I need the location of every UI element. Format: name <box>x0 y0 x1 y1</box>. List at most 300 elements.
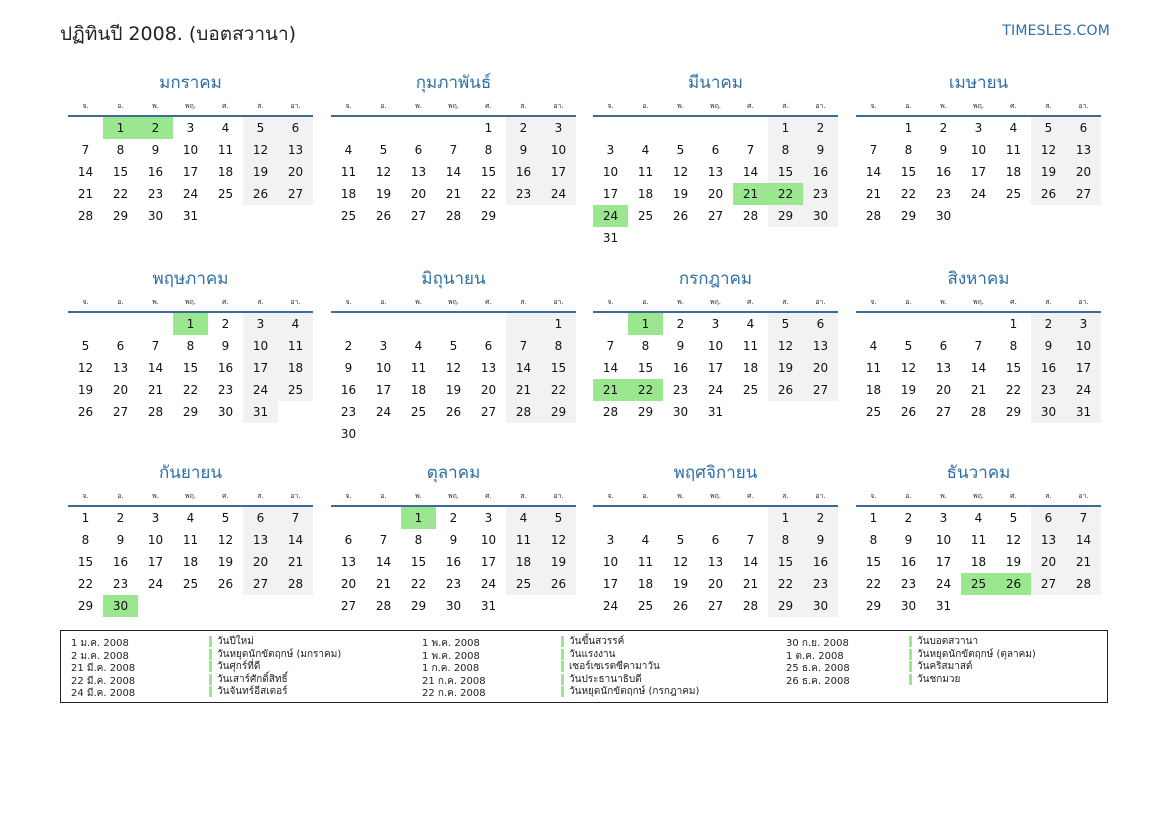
weekday-label: ส. <box>257 102 264 110</box>
holiday-name: วันหยุดนักขัตฤกษ์ (ตุลาคม) <box>909 649 1036 660</box>
holiday-date: 1 พ.ค. 2008 <box>422 650 480 662</box>
day-cell: 4 <box>221 121 230 135</box>
day-cell: 3 <box>484 511 493 525</box>
month-block <box>68 72 313 227</box>
day-cell: 7 <box>746 143 755 157</box>
day-cell: 29 <box>865 599 882 613</box>
empty-cell <box>593 507 628 529</box>
weekday-label: ส. <box>782 298 789 306</box>
month-title: มิถุนายน <box>421 269 486 289</box>
day-cell: 20 <box>480 383 497 397</box>
day-cell: 20 <box>278 161 313 183</box>
day-cell: 18 <box>637 187 654 201</box>
day-cell: 20 <box>243 551 278 573</box>
day-cell: 2 <box>803 507 838 529</box>
weekday-label: พ. <box>940 102 947 110</box>
day-cell: 7 <box>869 143 878 157</box>
month-title: กันยายน <box>158 463 222 483</box>
month-block <box>856 462 1101 617</box>
holiday-name: วันหยุดนักขัตฤกษ์ (มกราคม) <box>209 649 341 660</box>
day-cell: 5 <box>81 339 90 353</box>
day-cell: 26 <box>375 209 392 223</box>
day-cell: 8 <box>81 533 90 547</box>
day-cell: 28 <box>375 599 392 613</box>
day-cell: 17 <box>935 555 952 569</box>
day-cell: 21 <box>445 187 462 201</box>
day-grid <box>856 117 1101 227</box>
day-cell: 1 <box>904 121 913 135</box>
day-cell: 4 <box>344 143 353 157</box>
day-cell: 23 <box>506 183 541 205</box>
day-cell: 9 <box>676 339 685 353</box>
weekday-label: อา. <box>815 492 826 500</box>
day-cell: 25 <box>865 405 882 419</box>
weekday-label: ศ. <box>1010 102 1017 110</box>
weekday-label: ศ. <box>485 298 492 306</box>
day-cell: 18 <box>217 165 234 179</box>
day-cell: 16 <box>1031 357 1066 379</box>
day-cell: 6 <box>278 117 313 139</box>
day-cell: 18 <box>865 383 882 397</box>
holiday-name: วันหยุดนักขัตฤกษ์ (กรกฎาคม) <box>561 686 699 697</box>
day-cell: 12 <box>77 361 94 375</box>
day-cell: 31 <box>480 599 497 613</box>
holiday-name: เซอร์เซเรตซีคามาวัน <box>561 661 660 672</box>
day-cell: 2 <box>803 117 838 139</box>
day-cell: 18 <box>278 357 313 379</box>
empty-cell <box>628 507 663 529</box>
holiday-date: 1 ม.ค. 2008 <box>71 638 129 649</box>
day-cell: 2 <box>1031 313 1066 335</box>
weekday-label: พ. <box>677 492 684 500</box>
day-cell: 24 <box>182 187 199 201</box>
day-cell: 26 <box>1031 183 1066 205</box>
empty-cell <box>68 313 103 335</box>
weekday-label: อ. <box>905 492 912 500</box>
day-cell: 16 <box>147 165 164 179</box>
day-grid <box>593 313 838 423</box>
holiday-list <box>60 630 1108 703</box>
month-title: ธันวาคม <box>946 463 1011 483</box>
day-cell: 16 <box>217 361 234 375</box>
day-cell: 30 <box>900 599 917 613</box>
day-cell: 18 <box>182 555 199 569</box>
weekday-label: อ. <box>117 492 124 500</box>
day-cell: 19 <box>672 577 689 591</box>
day-cell: 6 <box>414 143 423 157</box>
day-cell: 30 <box>1031 401 1066 423</box>
holiday-date: 1 พ.ค. 2008 <box>422 638 480 649</box>
day-cell: 28 <box>970 405 987 419</box>
day-cell: 31 <box>1066 401 1101 423</box>
day-cell: 31 <box>707 405 724 419</box>
day-cell: 14 <box>742 555 759 569</box>
weekday-label: จ. <box>345 492 352 500</box>
day-grid <box>331 313 576 445</box>
day-cell: 15 <box>112 165 129 179</box>
day-cell: 10 <box>480 533 497 547</box>
day-cell: 9 <box>803 529 838 551</box>
day-cell: 6 <box>1031 507 1066 529</box>
weekday-label: พ. <box>677 102 684 110</box>
day-cell: 18 <box>340 187 357 201</box>
day-cell: 7 <box>81 143 90 157</box>
holiday-day-cell: 21 <box>593 379 628 401</box>
weekday-label: อา. <box>1078 492 1089 500</box>
day-cell: 30 <box>803 205 838 227</box>
day-cell: 4 <box>506 507 541 529</box>
day-cell: 23 <box>900 577 917 591</box>
day-cell: 13 <box>707 165 724 179</box>
weekday-label: ศ. <box>747 102 754 110</box>
empty-cell <box>733 507 768 529</box>
day-cell: 21 <box>375 577 392 591</box>
empty-cell <box>663 117 698 139</box>
day-cell: 16 <box>803 551 838 573</box>
day-cell: 10 <box>935 533 952 547</box>
day-cell: 17 <box>541 161 576 183</box>
weekday-label: พฤ. <box>447 492 460 500</box>
weekday-label: พฤ. <box>972 492 985 500</box>
day-cell: 1 <box>869 511 878 525</box>
day-cell: 20 <box>1031 551 1066 573</box>
day-cell: 16 <box>900 555 917 569</box>
day-cell: 25 <box>182 577 199 591</box>
day-cell: 15 <box>77 555 94 569</box>
empty-cell <box>698 507 733 529</box>
weekday-header <box>856 294 1101 313</box>
holiday-date: 1 ก.ค. 2008 <box>422 663 480 674</box>
day-cell: 6 <box>243 507 278 529</box>
weekday-label: ส. <box>782 492 789 500</box>
empty-cell <box>593 117 628 139</box>
weekday-label: อา. <box>553 492 564 500</box>
day-cell: 17 <box>182 165 199 179</box>
day-cell: 14 <box>742 165 759 179</box>
month-title: กุมภาพันธ์ <box>415 73 492 93</box>
day-cell: 15 <box>637 361 654 375</box>
day-cell: 25 <box>410 405 427 419</box>
day-cell: 14 <box>970 361 987 375</box>
day-cell: 27 <box>278 183 313 205</box>
day-cell: 7 <box>974 339 983 353</box>
day-cell: 29 <box>637 405 654 419</box>
weekday-header <box>68 488 313 507</box>
day-cell: 16 <box>672 361 689 375</box>
day-cell: 11 <box>865 361 882 375</box>
day-cell: 18 <box>506 551 541 573</box>
day-cell: 22 <box>410 577 427 591</box>
day-cell: 8 <box>641 339 650 353</box>
day-cell: 17 <box>602 577 619 591</box>
day-cell: 21 <box>970 383 987 397</box>
weekday-header <box>331 98 576 117</box>
day-cell: 25 <box>637 209 654 223</box>
weekday-label: จ. <box>345 102 352 110</box>
holiday-name: วันจันทร์อีสเตอร์ <box>209 686 288 697</box>
brand-link[interactable]: TIMESLES.COM <box>1002 23 1110 39</box>
day-cell: 29 <box>77 599 94 613</box>
weekday-label: พ. <box>677 298 684 306</box>
day-cell: 12 <box>375 165 392 179</box>
day-cell: 2 <box>344 339 353 353</box>
day-cell: 1 <box>768 117 803 139</box>
holiday-date: 21 ก.ค. 2008 <box>422 675 486 687</box>
day-cell: 12 <box>768 335 803 357</box>
day-cell: 30 <box>803 595 838 617</box>
day-cell: 26 <box>541 573 576 595</box>
day-cell: 17 <box>375 383 392 397</box>
day-cell: 24 <box>602 599 619 613</box>
empty-cell <box>366 313 401 335</box>
weekday-header <box>593 98 838 117</box>
day-cell: 3 <box>243 313 278 335</box>
day-cell: 24 <box>480 577 497 591</box>
empty-cell <box>891 313 926 335</box>
day-cell: 28 <box>742 599 759 613</box>
holiday-date: 30 ก.ย. 2008 <box>786 638 849 649</box>
day-cell: 5 <box>1031 117 1066 139</box>
weekday-label: พฤ. <box>709 492 722 500</box>
page-title: ปฏิทินปี 2008. (บอตสวานา) <box>60 23 297 45</box>
month-block <box>856 268 1101 423</box>
weekday-label: พฤ. <box>709 102 722 110</box>
day-cell: 31 <box>602 231 619 245</box>
day-cell: 3 <box>606 533 615 547</box>
weekday-label: จ. <box>607 102 614 110</box>
day-cell: 14 <box>506 357 541 379</box>
day-cell: 24 <box>375 405 392 419</box>
day-cell: 15 <box>768 161 803 183</box>
day-cell: 16 <box>445 555 462 569</box>
weekday-label: ศ. <box>1010 492 1017 500</box>
day-cell: 9 <box>1031 335 1066 357</box>
day-cell: 18 <box>742 361 759 375</box>
day-cell: 15 <box>480 165 497 179</box>
day-cell: 28 <box>147 405 164 419</box>
day-cell: 26 <box>768 379 803 401</box>
day-cell: 22 <box>182 383 199 397</box>
day-cell: 5 <box>541 507 576 529</box>
day-cell: 21 <box>278 551 313 573</box>
weekday-label: อา. <box>553 298 564 306</box>
weekday-label: พ. <box>415 298 422 306</box>
day-cell: 5 <box>676 143 685 157</box>
day-cell: 27 <box>410 209 427 223</box>
weekday-label: อา. <box>290 298 301 306</box>
day-cell: 26 <box>445 405 462 419</box>
day-cell: 7 <box>449 143 458 157</box>
day-cell: 26 <box>243 183 278 205</box>
holiday-name: วันแรงงาน <box>561 649 615 660</box>
day-cell: 28 <box>742 209 759 223</box>
weekday-label: พฤ. <box>447 298 460 306</box>
day-cell: 23 <box>112 577 129 591</box>
day-cell: 14 <box>77 165 94 179</box>
empty-cell <box>593 313 628 335</box>
day-cell: 23 <box>217 383 234 397</box>
day-cell: 14 <box>602 361 619 375</box>
weekday-label: พฤ. <box>972 298 985 306</box>
day-cell: 6 <box>803 313 838 335</box>
day-cell: 23 <box>803 183 838 205</box>
day-cell: 23 <box>147 187 164 201</box>
weekday-label: อ. <box>117 102 124 110</box>
day-cell: 27 <box>243 573 278 595</box>
day-cell: 9 <box>344 361 353 375</box>
month-title: พฤษภาคม <box>152 269 229 289</box>
day-cell: 4 <box>414 339 423 353</box>
empty-cell <box>733 117 768 139</box>
empty-cell <box>366 117 401 139</box>
weekday-label: อา. <box>290 492 301 500</box>
day-cell: 27 <box>707 209 724 223</box>
day-cell: 8 <box>869 533 878 547</box>
day-cell: 10 <box>147 533 164 547</box>
day-cell: 24 <box>935 577 952 591</box>
empty-cell <box>856 117 891 139</box>
empty-cell <box>331 507 366 529</box>
day-cell: 15 <box>865 555 882 569</box>
weekday-label: ส. <box>520 492 527 500</box>
day-cell: 22 <box>480 187 497 201</box>
weekday-label: พฤ. <box>709 298 722 306</box>
day-cell: 19 <box>1031 161 1066 183</box>
day-cell: 12 <box>243 139 278 161</box>
weekday-label: อ. <box>380 492 387 500</box>
day-cell: 12 <box>445 361 462 375</box>
day-cell: 19 <box>768 357 803 379</box>
day-cell: 4 <box>974 511 983 525</box>
day-cell: 4 <box>746 317 755 331</box>
day-cell: 3 <box>541 117 576 139</box>
day-cell: 5 <box>768 313 803 335</box>
day-cell: 21 <box>1066 551 1101 573</box>
weekday-label: อ. <box>905 102 912 110</box>
day-cell: 5 <box>449 339 458 353</box>
day-cell: 5 <box>904 339 913 353</box>
day-cell: 23 <box>445 577 462 591</box>
day-cell: 19 <box>77 383 94 397</box>
weekday-label: ส. <box>782 102 789 110</box>
day-cell: 16 <box>935 165 952 179</box>
day-cell: 20 <box>707 187 724 201</box>
day-cell: 12 <box>672 165 689 179</box>
empty-cell <box>401 313 436 335</box>
day-cell: 27 <box>1066 183 1101 205</box>
day-cell: 6 <box>1066 117 1101 139</box>
weekday-label: พ. <box>940 298 947 306</box>
weekday-label: พ. <box>152 492 159 500</box>
weekday-header <box>593 488 838 507</box>
day-cell: 29 <box>900 209 917 223</box>
day-cell: 11 <box>1005 143 1022 157</box>
day-cell: 7 <box>506 335 541 357</box>
month-block <box>68 462 313 617</box>
weekday-label: จ. <box>870 492 877 500</box>
day-cell: 28 <box>77 209 94 223</box>
holiday-date: 2 ม.ค. 2008 <box>71 650 129 662</box>
day-cell: 14 <box>865 165 882 179</box>
day-cell: 20 <box>707 577 724 591</box>
day-cell: 10 <box>602 555 619 569</box>
day-cell: 30 <box>672 405 689 419</box>
day-cell: 22 <box>900 187 917 201</box>
month-block <box>68 268 313 423</box>
holiday-day-cell: 1 <box>103 117 138 139</box>
day-cell: 9 <box>116 533 125 547</box>
day-cell: 8 <box>904 143 913 157</box>
weekday-label: ศ. <box>485 492 492 500</box>
day-grid <box>856 507 1101 617</box>
day-cell: 11 <box>340 165 357 179</box>
weekday-label: ส. <box>520 298 527 306</box>
day-cell: 15 <box>900 165 917 179</box>
holiday-name: วันเสาร์ศักดิ์สิทธิ์ <box>209 674 288 685</box>
day-cell: 7 <box>746 533 755 547</box>
day-cell: 13 <box>480 361 497 375</box>
day-cell: 29 <box>182 405 199 419</box>
day-cell: 6 <box>484 339 493 353</box>
day-cell: 23 <box>803 573 838 595</box>
day-cell: 4 <box>869 339 878 353</box>
weekday-label: พฤ. <box>184 492 197 500</box>
holiday-name: วันคริสมาสต์ <box>909 661 972 672</box>
weekday-header <box>593 294 838 313</box>
day-cell: 21 <box>742 577 759 591</box>
day-cell: 1 <box>541 313 576 335</box>
weekday-header <box>331 488 576 507</box>
day-cell: 11 <box>278 335 313 357</box>
day-cell: 12 <box>900 361 917 375</box>
day-cell: 19 <box>1005 555 1022 569</box>
day-cell: 7 <box>606 339 615 353</box>
day-cell: 11 <box>637 555 654 569</box>
holiday-date: 21 มี.ค. 2008 <box>71 663 136 674</box>
empty-cell <box>138 313 173 335</box>
weekday-label: จ. <box>607 298 614 306</box>
day-cell: 20 <box>1066 161 1101 183</box>
month-block <box>331 462 576 617</box>
day-cell: 19 <box>375 187 392 201</box>
day-cell: 22 <box>768 573 803 595</box>
day-cell: 15 <box>410 555 427 569</box>
day-cell: 12 <box>672 555 689 569</box>
day-cell: 18 <box>637 577 654 591</box>
holiday-name: วันขึ้นสวรรค์ <box>561 636 624 647</box>
day-cell: 16 <box>506 161 541 183</box>
weekday-label: ศ. <box>222 298 229 306</box>
holiday-name: วันบอตสวานา <box>909 636 978 647</box>
weekday-label: พฤ. <box>184 102 197 110</box>
day-cell: 20 <box>410 187 427 201</box>
day-cell: 10 <box>970 143 987 157</box>
weekday-label: ส. <box>1045 492 1052 500</box>
day-cell: 22 <box>541 379 576 401</box>
day-cell: 10 <box>243 335 278 357</box>
day-cell: 17 <box>707 361 724 375</box>
weekday-header <box>68 294 313 313</box>
day-grid <box>593 117 838 249</box>
day-cell: 18 <box>1005 165 1022 179</box>
weekday-label: อา. <box>290 102 301 110</box>
day-cell: 3 <box>711 317 720 331</box>
day-cell: 6 <box>939 339 948 353</box>
day-cell: 26 <box>672 209 689 223</box>
day-cell: 31 <box>182 209 199 223</box>
day-cell: 28 <box>445 209 462 223</box>
holiday-day-cell: 22 <box>768 183 803 205</box>
